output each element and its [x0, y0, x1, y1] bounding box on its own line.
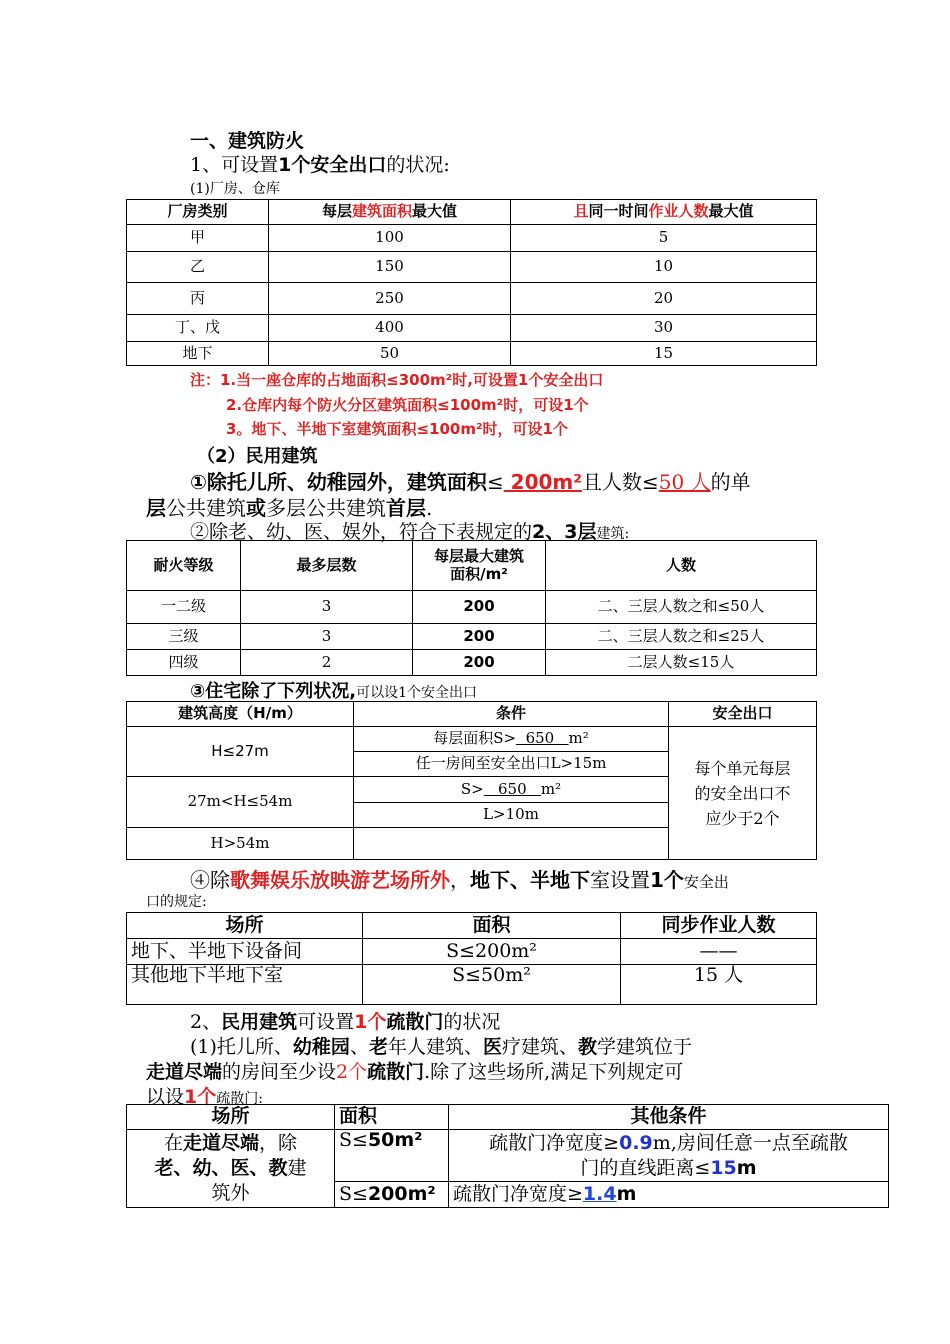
- table-header-row: [127, 913, 817, 939]
- header-cell: 场所: [127, 1105, 335, 1130]
- table-row: [127, 650, 817, 676]
- place-cell: 在走道尽端，除 老、幼、医、教建 筑外: [127, 1130, 335, 1208]
- subsection-civil-title: （2）民用建筑: [197, 446, 318, 467]
- table-row: [127, 342, 817, 366]
- table-cell: 5: [511, 225, 817, 252]
- table-cell: 二层人数≤15人: [546, 650, 817, 676]
- table-cell: H≤27m: [127, 727, 354, 777]
- table-cell: 100: [269, 225, 511, 252]
- table-row: [127, 939, 817, 965]
- civil-rule-2: ②除老、幼、医、娱外，符合下表规定的2、3层建筑:: [190, 521, 630, 543]
- table-cell: 3: [241, 624, 413, 650]
- section-2-title: 2、民用建筑可设置1个疏散门的状况: [190, 1011, 501, 1033]
- section-2-para-2: 走道尽端的房间至少设2个疏散门.除了这些场所,满足下列规定可: [146, 1061, 684, 1083]
- table-row: [127, 315, 817, 342]
- table-cell: 27m<H≤54m: [127, 777, 354, 828]
- table-cell: S≤200m²: [363, 939, 621, 965]
- exit-requirement-cell: 每个单元每层 的安全出口不 应少于2个: [669, 727, 817, 860]
- table-cell: S≤200m²: [335, 1182, 449, 1208]
- table-cell: 200: [413, 591, 546, 624]
- table-cell: 二、三层人数之和≤50人: [546, 591, 817, 624]
- table-row: [127, 965, 817, 1005]
- header-cell: 条件: [354, 702, 669, 727]
- table-cell: 一二级: [127, 591, 241, 624]
- header-cell: 厂房类别: [127, 200, 269, 225]
- table-cell: 疏散门净宽度≥1.4m: [449, 1182, 889, 1208]
- civil-rule-1: ①除托儿所、幼稚园外，建筑面积≤ 200m²且人数≤50 人的单: [190, 470, 751, 494]
- fire-rating-table: [126, 540, 817, 676]
- table-cell: 50: [269, 342, 511, 366]
- table-row: [127, 283, 817, 315]
- civil-rule-1-cont: 层公共建筑或多层公共建筑首层.: [146, 496, 433, 520]
- table-cell: 200: [413, 650, 546, 676]
- note-3: 3。地下、半地下室建筑面积≤100m²时，可设1个: [226, 420, 568, 438]
- note-2: 2.仓库内每个防火分区建筑面积≤100m²时，可设1个: [226, 396, 589, 414]
- header-cell: 面积: [335, 1105, 449, 1130]
- table-cell: 任一房间至安全出口L>15m: [354, 752, 669, 777]
- table-cell: L>10m: [354, 803, 669, 828]
- header-cell: 最多层数: [241, 541, 413, 591]
- table-cell: 三级: [127, 624, 241, 650]
- header-cell: 面积: [363, 913, 621, 939]
- underground-rule-cont: 口的规定:: [146, 894, 207, 910]
- table-cell: 每层面积S> 650 m²: [354, 727, 669, 752]
- table-cell: 30: [511, 315, 817, 342]
- header-cell: 同步作业人数: [621, 913, 817, 939]
- header-cell: 人数: [546, 541, 817, 591]
- underground-rule: ④除歌舞娱乐放映游艺场所外，地下、半地下室设置1个安全出: [190, 868, 729, 892]
- table-cell: 2: [241, 650, 413, 676]
- table-cell: 200: [413, 624, 546, 650]
- table-header-row: [127, 541, 817, 591]
- table-cell: S≤50m²: [335, 1130, 449, 1182]
- section-2-para-1: (1)托儿所、幼稚园、老年人建筑、医疗建筑、教学建筑位于: [190, 1036, 693, 1058]
- table-cell: 400: [269, 315, 511, 342]
- header-cell: 每层建筑面积最大值: [269, 200, 511, 225]
- section-1-title: 1、可设置1个安全出口的状况:: [190, 154, 450, 176]
- table-header-row: [127, 200, 817, 225]
- residential-rule: ③住宅除了下列状况,可以设1个安全出口: [190, 681, 477, 702]
- table-row: [127, 727, 817, 752]
- header-cell: 耐火等级: [127, 541, 241, 591]
- header-cell: 安全出口: [669, 702, 817, 727]
- table-cell: 四级: [127, 650, 241, 676]
- underground-table: [126, 912, 817, 1005]
- table-cell: 20: [511, 283, 817, 315]
- table-cell: ——: [621, 939, 817, 965]
- table-row: [127, 225, 817, 252]
- table-cell: S> 650 m²: [354, 777, 669, 803]
- table-cell: 15 人: [621, 965, 817, 1005]
- table-cell: 丁、戊: [127, 315, 269, 342]
- table-row: [127, 591, 817, 624]
- residential-table: [126, 701, 817, 860]
- evacuation-door-table: [126, 1104, 889, 1208]
- table-cell: 其他地下半地下室: [127, 965, 363, 1005]
- table-cell: 150: [269, 252, 511, 283]
- section-2-para-3: 以设1个疏散门:: [146, 1086, 263, 1108]
- table-header-row: [127, 1105, 889, 1130]
- heading-fire-protection: 一、建筑防火: [190, 130, 305, 152]
- table-header-row: [127, 702, 817, 727]
- table-cell: 地下: [127, 342, 269, 366]
- header-cell: 每层最大建筑 面积/m²: [413, 541, 546, 591]
- table-cell: S≤50m²: [363, 965, 621, 1005]
- table-cell: 乙: [127, 252, 269, 283]
- table-cell: 3: [241, 591, 413, 624]
- table-cell: 250: [269, 283, 511, 315]
- table-cell: 丙: [127, 283, 269, 315]
- table-cell: 疏散门净宽度≥0.9m,房间任意一点至疏散 门的直线距离≤15m: [449, 1130, 889, 1182]
- subsection-factory-title: (1)厂房、仓库: [190, 181, 280, 197]
- table-cell: 甲: [127, 225, 269, 252]
- table-cell: H>54m: [127, 828, 354, 860]
- note-1: 注：1.当一座仓库的占地面积≤300m²时,可设置1个安全出口: [190, 371, 604, 389]
- header-cell: 场所: [127, 913, 363, 939]
- header-cell: 其他条件: [449, 1105, 889, 1130]
- table-row: [127, 624, 817, 650]
- table-row: [127, 1130, 889, 1182]
- table-cell: 二、三层人数之和≤25人: [546, 624, 817, 650]
- factory-table: [126, 199, 817, 366]
- table-row: [127, 252, 817, 283]
- table-cell: [354, 828, 669, 860]
- header-cell: 且同一时间作业人数最大值: [511, 200, 817, 225]
- header-cell: 建筑高度（H/m）: [127, 702, 354, 727]
- table-cell: 10: [511, 252, 817, 283]
- table-cell: 15: [511, 342, 817, 366]
- table-cell: 地下、半地下设备间: [127, 939, 363, 965]
